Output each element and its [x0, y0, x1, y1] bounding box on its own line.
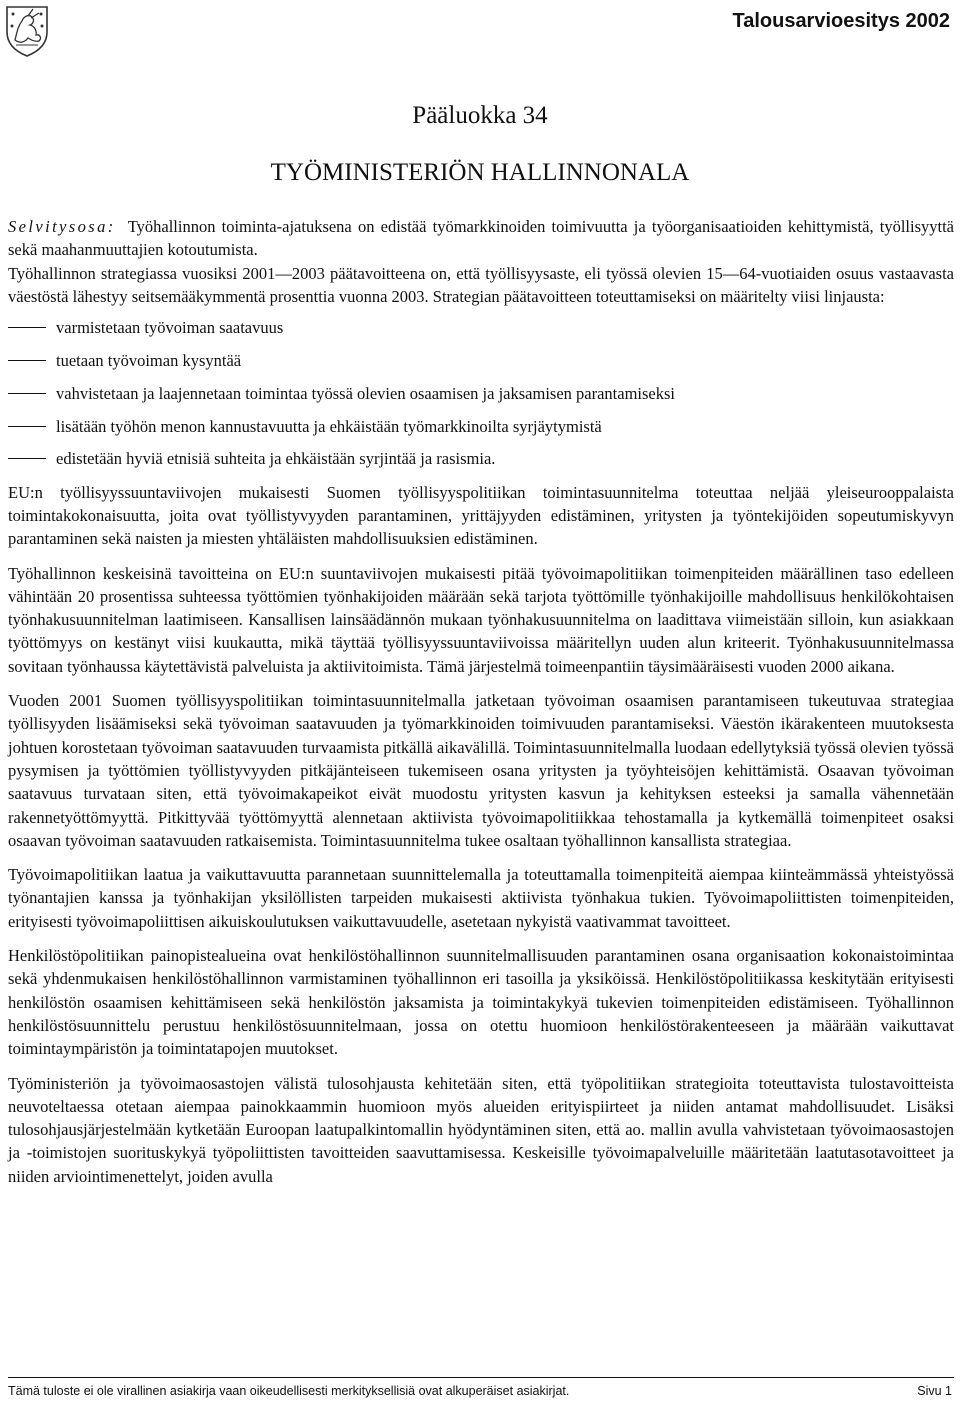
body-paragraph-eu-guidelines: EU:n työllisyyssuuntaviivojen mukaisesti Suomen työllisyyspolitiikan toimintasuunnitelma toteuttaa neljää yleiseurooppalaista toimintakokonaisuutta, joita ovat työllistyvyyden parantaminen, yrittäjyyden edistäminen, yritysten ja työntekijöiden sopeutumiskyvyn parantaminen sekä naisten ja miesten yhtäläisten mahdollisuuksien edistäminen. — [8, 482, 954, 549]
coat-of-arms-icon — [4, 4, 50, 58]
body-paragraph-personnel: Henkilöstöpolitiikan painopistealueina ovat henkilöstöhallinnon suunnitelmallisuuden parantaminen osana organisaation kokonaistoimintaa sekä yhdenmukaisen henkilöstöhallinnon varmistaminen työhallinnon eri tasoilla ja yksiköissä. Henkilöstöpolitiikassa keskitytään erityisesti henkilöstön osaamisen kehittämiseen sekä henkilöstön jaksamista ja toimintakykyä tukevien toimenpiteiden edistämiseen. Työhallinnon henkilöstösuunnittelu perustuu henkilöstösuunnitelmaan, jossa on otettu huomioon henkilöstörakenteeseen ja määrään vaikuttavat toimintaympäristön ja toimintatapojen muutokset. — [8, 946, 954, 1059]
main-class-heading: Pääluokka 34 — [412, 102, 548, 129]
ministry-heading: TYÖMINISTERIÖN HALLINNONALA — [270, 159, 690, 186]
guideline-item: edistetään hyviä etnisiä suhteita ja ehkäistään syrjintää ja rasismia. — [8, 447, 954, 470]
body-paragraph-action-plan: Vuoden 2001 Suomen työllisyyspolitiikan toimintasuunnitelmalla jatketaan työvoiman osaamisen parantamiseen tukeutuvaa strategiaa työllisyyden lisäämiseksi sekä työvoiman saatavuuden ja työmarkkinoiden toimivuuden parantamiseksi. Väestön ikärakenteen muutoksesta johtuen korostetaan työvoiman saatavuuden turvaamista pitkällä aikavälillä. Toimintasuunnitelmalla luodaan edellytyksiä työssä olevien työssä pysymisen ja työttömien työllistyvyyden pitkäjänteiseen tukemiseen osana yritysten ja työyhteisöjen kehittämistä. Osaavan työvoiman saatavuus turvataan siten, että työvoimakapeikot eivät muodostu yritysten kasvun ja kehityksen esteeksi ja samalla vähennetään rakennetyöttömyyttä. Pitkittyvää työttömyyttä alennetaan aktiivista työvoimapolitiikkaa tehostamalla ja kytkemällä toimenpiteet osaksi osaavan työvoiman saatavuuden ratkaisemista. Toimintasuunnitelma tukee osaltaan työhallinnon kansallista strategiaa. — [8, 691, 954, 850]
guideline-item: varmistetaan työvoiman saatavuus — [8, 316, 954, 339]
explanation-paragraph — [8, 215, 954, 262]
footer-divider — [8, 1377, 954, 1378]
guideline-item: tuetaan työvoiman kysyntää — [8, 349, 954, 372]
body-paragraph-management: Työministeriön ja työvoimaosastojen välistä tulosohjausta kehitetään siten, että työpolitiikan strategioita toteuttavista tulostavoitteista neuvoteltaessa otetaan aiempaa painokkaammin huomioon myös alueiden erityispiirteet ja niiden antamat mahdollisuudet. Lisäksi tulosohjausjärjestelmään kytketään Euroopan laatupalkintomallin hyödyntäminen siten, että ao. mallin avulla vahvistetaan työvoimaosastojen ja -toimistojen suorituskykyä työpoliittisten tavoitteiden saavuttamisessa. Keskeisille työvoimapalveluille määritetään laatutasotavoitteet ja niiden arviointimenettelyt, joiden avulla — [8, 1073, 954, 1186]
document-title: Talousarvioesitys 2002 — [732, 10, 950, 32]
guideline-item: lisätään työhön menon kannustavuutta ja ehkäistään työmarkkinoilta syrjäytymistä — [8, 415, 954, 438]
page-number: Sivu 1 — [917, 1384, 952, 1398]
body-paragraph-quality: Työvoimapolitiikan laatua ja vaikuttavuutta parannetaan suunnittelemalla ja toteuttamalla toimenpiteitä aiempaa kiinteämmässä yhteistyössä työnantajien kanssa ja työnhakijan yksilöllisten tarpeiden mukaisesti aktiivista työnhakua tukien. Työvoimapoliittisten toimenpiteiden, erityisesti työvoimapoliittisen aikuiskoulutuksen vaikuttavuudelle, asetetaan nykyistä vaativammat tavoitteet. — [8, 865, 954, 931]
document-body — [8, 215, 954, 1188]
explanation-label: Selvitysosa: — [8, 217, 116, 236]
guideline-item: vahvistetaan ja laajennetaan toimintaa työssä olevien osaamisen ja jaksamisen parantamiseksi — [8, 382, 954, 405]
strategy-paragraph: Työhallinnon strategiassa vuosiksi 2001—2003 päätavoitteena on, että työllisyysaste, eli työssä olevien 15—64-vuotiaiden osuus vastaavasta väestöstä lähestyy seitsemääkymmentä prosenttia vuonna 2003. Strategian päätavoitteen toteuttamiseksi on määritelty viisi linjausta: — [8, 263, 954, 306]
footer-disclaimer: Tämä tuloste ei ole virallinen asiakirja vaan oikeudellisesti merkityksellisiä ovat alkuperäiset asiakirjat. — [8, 1384, 570, 1398]
explanation-text: Työhallinnon toiminta-ajatuksena on edistää työmarkkinoiden toimivuutta ja työorganisaatioiden kehittymistä, työllisyyttä sekä maahanmuuttajien kotoutumista. — [8, 217, 955, 260]
guideline-list — [8, 316, 954, 470]
body-paragraph-key-goals: Työhallinnon keskeisinä tavoitteina on EU:n suuntaviivojen mukaisesti pitää työvoimapolitiikan toimenpiteiden määrällinen taso edelleen vähintään 20 prosentissa suhteessa työttömien työnhakijoiden määrään sekä tarjota työttömille työnhakijoille mahdollisuus henkilökohtaisen työnhakusuunnitelman laatimiseen. Kansallisen lainsäädännön mukaan työnhakusuunnitelma on laadittava viimeistään silloin, kun asiakkaan työttömyys on kestänyt viisi kuukautta, mikä täyttää työllisyyssuuntaviivoissa määritellyn uuden alun kriteerit. Työnhakusuunnitelmassa sovitaan työnhaussa käytettävistä palveluista ja aktiivitoimista. Tämä järjestelmä toimeenpantiin täysimääräisesti vuoden 2000 aikana. — [8, 563, 954, 676]
